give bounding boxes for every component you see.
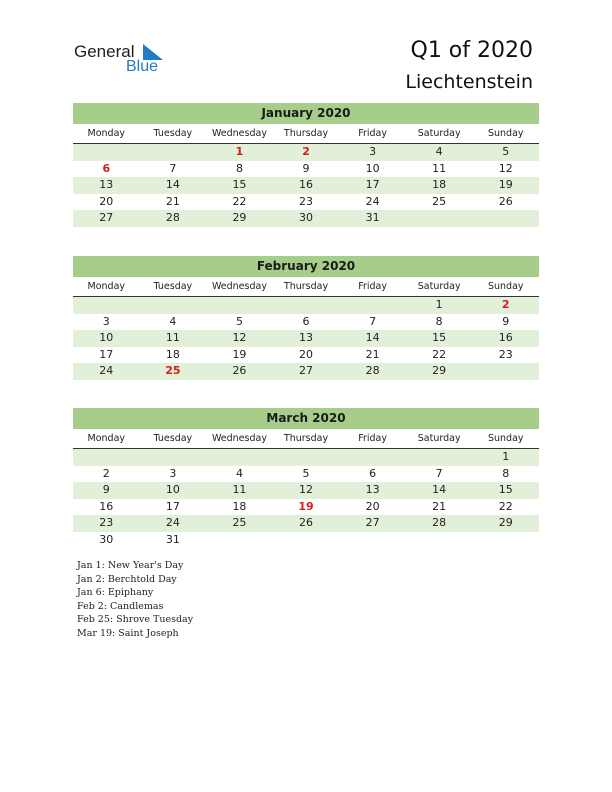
week-row xyxy=(73,314,539,331)
day-cell: 23 xyxy=(99,516,114,530)
day-cell xyxy=(140,297,207,314)
day-cell: 24 xyxy=(165,516,180,530)
day-cell: 4 xyxy=(235,466,243,480)
day-cell: 23 xyxy=(498,347,513,361)
day-cell: 22 xyxy=(432,347,447,361)
holiday-note: Jan 2: Berchtold Day xyxy=(77,573,177,585)
day-cell: 24 xyxy=(365,194,380,208)
day-cell: 7 xyxy=(369,314,377,328)
day-cell: 7 xyxy=(435,466,443,480)
day-cell: 13 xyxy=(365,483,380,497)
day-cell: 2 xyxy=(302,145,310,158)
day-cell: 1 xyxy=(502,450,510,463)
day-cell: 9 xyxy=(502,314,510,328)
brand-logo xyxy=(74,42,174,78)
day-cell: 1 xyxy=(435,298,443,311)
day-cell: 11 xyxy=(232,483,247,497)
weeks-container xyxy=(73,297,539,380)
weekday-header-row xyxy=(73,125,539,144)
day-cell: 8 xyxy=(435,314,443,328)
weekday-label: Thursday xyxy=(283,281,329,292)
day-cell: 27 xyxy=(299,364,314,378)
day-cell: 24 xyxy=(99,364,114,378)
week-row xyxy=(73,177,539,194)
day-cell: 13 xyxy=(99,178,114,192)
week-row xyxy=(73,499,539,516)
day-cell: 26 xyxy=(232,364,247,378)
day-cell: 20 xyxy=(299,347,314,361)
month-header: March 2020 xyxy=(73,408,539,429)
day-cell: 3 xyxy=(169,466,177,480)
day-cell: 5 xyxy=(235,314,243,328)
day-cell: 3 xyxy=(102,314,110,328)
day-cell xyxy=(406,210,473,227)
day-cell xyxy=(140,449,207,466)
day-cell xyxy=(206,449,273,466)
day-cell: 13 xyxy=(299,331,314,345)
day-cell: 15 xyxy=(232,178,247,192)
holiday-note: Feb 25: Shrove Tuesday xyxy=(77,614,194,626)
day-cell: 10 xyxy=(165,483,180,497)
day-cell xyxy=(73,144,140,161)
weekday-label: Monday xyxy=(87,433,126,444)
day-cell: 9 xyxy=(102,483,110,497)
day-cell: 17 xyxy=(365,178,380,192)
week-row xyxy=(73,194,539,211)
page-subtitle: Liechtenstein xyxy=(405,71,533,93)
day-cell: 5 xyxy=(302,466,310,480)
day-cell: 12 xyxy=(498,161,513,175)
day-cell: 23 xyxy=(299,194,314,208)
week-row xyxy=(73,449,539,466)
week-row xyxy=(73,347,539,364)
weekday-label: Friday xyxy=(358,281,387,292)
weekday-label: Wednesday xyxy=(211,433,267,444)
day-cell xyxy=(339,297,406,314)
week-row xyxy=(73,532,539,549)
holiday-note: Mar 19: Saint Joseph xyxy=(77,627,179,639)
day-cell: 31 xyxy=(165,532,180,546)
weekday-label: Friday xyxy=(358,128,387,139)
day-cell: 9 xyxy=(302,161,310,175)
weekday-label: Thursday xyxy=(283,128,329,139)
day-cell: 19 xyxy=(498,178,513,192)
holiday-notes xyxy=(77,559,193,641)
weekday-label: Monday xyxy=(87,281,126,292)
day-cell: 22 xyxy=(232,194,247,208)
week-row xyxy=(73,466,539,483)
weekday-label: Tuesday xyxy=(153,281,193,292)
day-cell: 17 xyxy=(99,347,114,361)
day-cell: 29 xyxy=(498,516,513,530)
weekday-label: Saturday xyxy=(417,281,461,292)
day-cell: 2 xyxy=(102,466,110,480)
month-calendar-march xyxy=(73,408,539,549)
weeks-container xyxy=(73,449,539,549)
month-header: January 2020 xyxy=(73,103,539,124)
day-cell: 16 xyxy=(299,178,314,192)
day-cell: 18 xyxy=(232,499,247,513)
weekday-label: Wednesday xyxy=(211,128,267,139)
weeks-container xyxy=(73,144,539,227)
day-cell: 19 xyxy=(298,499,314,513)
month-header: February 2020 xyxy=(73,256,539,277)
day-cell xyxy=(406,449,473,466)
day-cell: 15 xyxy=(498,483,513,497)
day-cell: 18 xyxy=(165,347,180,361)
day-cell: 25 xyxy=(232,516,247,530)
day-cell: 4 xyxy=(169,314,177,328)
day-cell: 21 xyxy=(165,194,180,208)
day-cell: 29 xyxy=(432,364,447,378)
day-cell: 16 xyxy=(99,499,114,513)
day-cell xyxy=(206,532,273,549)
day-cell xyxy=(273,297,340,314)
week-row xyxy=(73,363,539,380)
day-cell: 28 xyxy=(165,211,180,225)
page-title: Q1 of 2020 xyxy=(410,38,533,63)
week-row xyxy=(73,482,539,499)
day-cell: 6 xyxy=(302,314,310,328)
day-cell: 6 xyxy=(102,161,111,175)
week-row xyxy=(73,330,539,347)
day-cell xyxy=(273,532,340,549)
week-row xyxy=(73,297,539,314)
month-calendar-january xyxy=(73,103,539,227)
day-cell: 26 xyxy=(299,516,314,530)
day-cell: 26 xyxy=(498,194,513,208)
weekday-header-row xyxy=(73,430,539,449)
day-cell: 11 xyxy=(432,161,447,175)
day-cell xyxy=(73,297,140,314)
day-cell: 16 xyxy=(498,331,513,345)
day-cell: 31 xyxy=(365,211,380,225)
holiday-note: Jan 1: New Year's Day xyxy=(77,560,184,571)
day-cell: 1 xyxy=(235,145,244,158)
day-cell: 15 xyxy=(432,331,447,345)
day-cell: 30 xyxy=(299,211,314,225)
day-cell: 27 xyxy=(365,516,380,530)
holiday-note: Feb 2: Candlemas xyxy=(77,600,164,612)
day-cell: 6 xyxy=(369,466,377,480)
day-cell: 14 xyxy=(165,178,180,192)
day-cell: 4 xyxy=(435,145,443,158)
weekday-label: Sunday xyxy=(487,281,524,292)
day-cell: 21 xyxy=(432,499,447,513)
day-cell: 28 xyxy=(432,516,447,530)
day-cell: 5 xyxy=(502,145,510,158)
week-row xyxy=(73,144,539,161)
day-cell xyxy=(472,210,539,227)
day-cell: 18 xyxy=(432,178,447,192)
day-cell: 29 xyxy=(232,211,247,225)
day-cell: 21 xyxy=(365,347,380,361)
day-cell: 12 xyxy=(232,331,247,345)
day-cell: 10 xyxy=(99,331,114,345)
day-cell xyxy=(472,532,539,549)
weekday-header-row xyxy=(73,278,539,297)
weekday-label: Sunday xyxy=(487,128,524,139)
holiday-note: Jan 6: Epiphany xyxy=(77,587,154,599)
week-row xyxy=(73,210,539,227)
day-cell: 20 xyxy=(365,499,380,513)
day-cell: 20 xyxy=(99,194,114,208)
weekday-label: Sunday xyxy=(487,433,524,444)
day-cell: 2 xyxy=(501,298,510,311)
day-cell: 7 xyxy=(169,161,177,175)
weekday-label: Friday xyxy=(358,433,387,444)
week-row xyxy=(73,161,539,178)
day-cell: 27 xyxy=(99,211,114,225)
month-calendar-february xyxy=(73,256,539,380)
day-cell xyxy=(339,449,406,466)
logo-text-blue: Blue xyxy=(126,58,159,75)
weekday-label: Thursday xyxy=(283,433,329,444)
day-cell: 19 xyxy=(232,347,247,361)
day-cell: 8 xyxy=(235,161,243,175)
day-cell: 11 xyxy=(165,331,180,345)
day-cell: 17 xyxy=(165,499,180,513)
day-cell: 30 xyxy=(99,532,114,546)
day-cell: 28 xyxy=(365,364,380,378)
week-row xyxy=(73,515,539,532)
day-cell: 12 xyxy=(299,483,314,497)
day-cell xyxy=(406,532,473,549)
day-cell xyxy=(339,532,406,549)
weekday-label: Tuesday xyxy=(153,128,193,139)
day-cell: 25 xyxy=(165,364,181,378)
day-cell xyxy=(73,449,140,466)
weekday-label: Saturday xyxy=(417,128,461,139)
day-cell: 8 xyxy=(502,466,510,480)
day-cell: 25 xyxy=(432,194,447,208)
day-cell xyxy=(206,297,273,314)
day-cell: 14 xyxy=(365,331,380,345)
weekday-label: Monday xyxy=(87,128,126,139)
weekday-label: Saturday xyxy=(417,433,461,444)
day-cell: 22 xyxy=(498,499,513,513)
weekday-label: Tuesday xyxy=(153,433,193,444)
weekday-label: Wednesday xyxy=(211,281,267,292)
day-cell xyxy=(273,449,340,466)
day-cell: 3 xyxy=(369,145,377,158)
day-cell: 14 xyxy=(432,483,447,497)
day-cell xyxy=(472,363,539,380)
logo-text-general: General xyxy=(74,42,135,61)
day-cell xyxy=(140,144,207,161)
day-cell: 10 xyxy=(365,161,380,175)
